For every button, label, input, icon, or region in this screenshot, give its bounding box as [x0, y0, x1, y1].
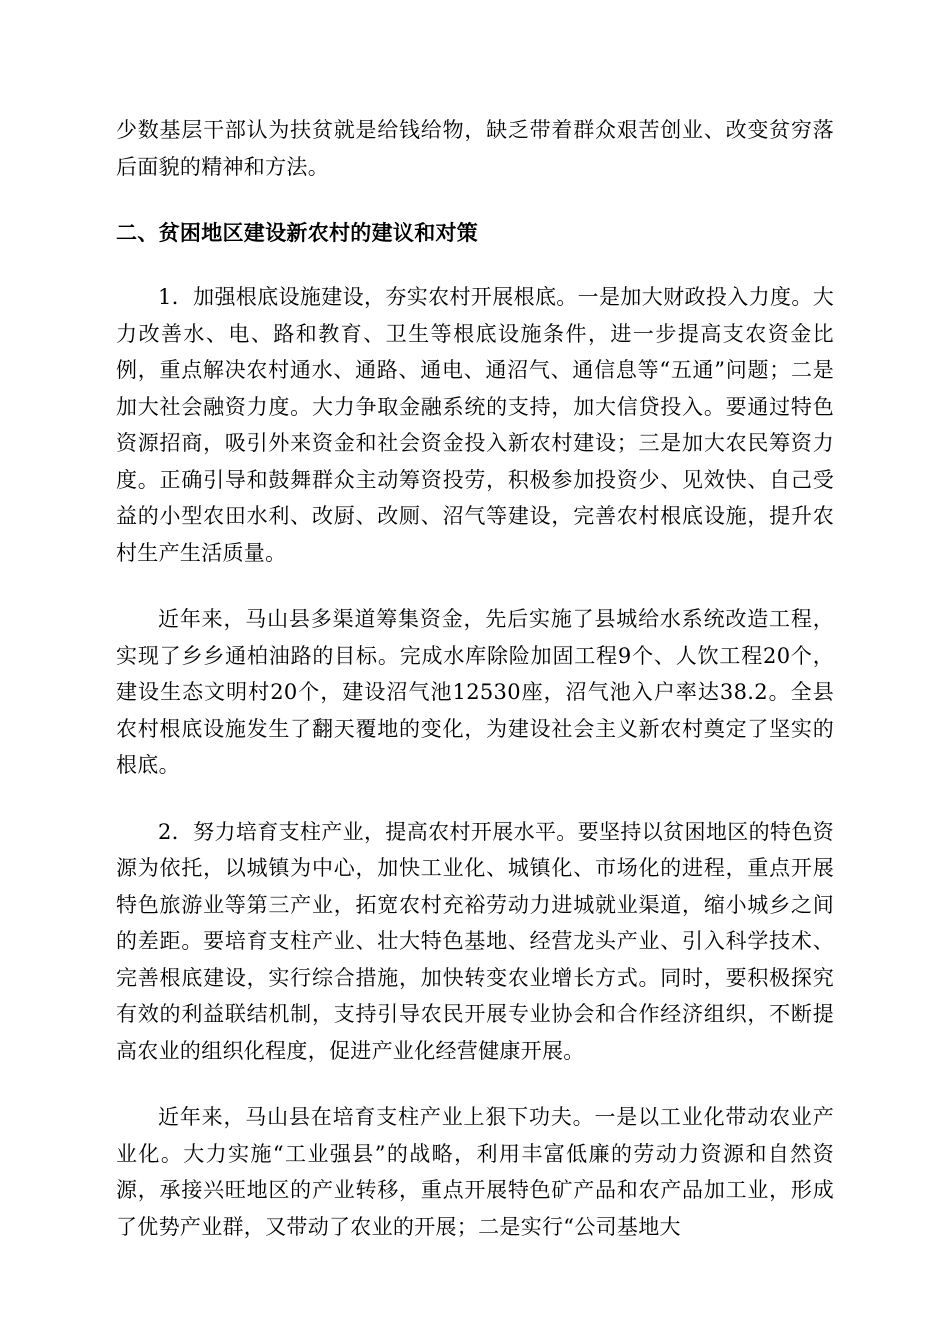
document-page	[116, 112, 834, 1245]
paragraph-intro-continuation: 少数基层干部认为扶贫就是给钱给物，缺乏带着群众艰苦创业、改变贫穷落后面貌的精神和方法。	[116, 118, 834, 179]
section-heading: 二、贫困地区建设新农村的建议和对策	[116, 221, 479, 245]
paragraph-pillar-industries: 2．努力培育支柱产业，提高农村开展水平。要坚持以贫困地区的特色资源为依托，以城镇为中心，加快工业化、城镇化、市场化的进程，重点开展特色旅游业等第三产业，拓宽农村充裕劳动力进城就业渠道，缩小城乡之间的差距。要培育支柱产业、壮大特色基地、经营龙头产业、引入科学技术、完善根底建设，实行综合措施，加快转变农业增长方式。同时，要积极探究有效的利益联结机制，支持引导农民开展专业协会和合作经济组织，不断提高农业的组织化程度，促进产业化经营健康开展。	[116, 819, 834, 1063]
paragraph-mashan-industries: 近年来，马山县在培育支柱产业上狠下功夫。一是以工业化带动农业产业化。大力实施“工业强县”的战略，利用丰富低廉的劳动力资源和自然资源，承接兴旺地区的产业转移，重点开展特色矿产品和农产品加工业，形成了优势产业群，又带动了农业的开展；二是实行“公司基地大	[116, 1105, 834, 1239]
paragraph-mashan-infrastructure: 近年来，马山县多渠道筹集资金，先后实施了县城给水系统改造工程，实现了乡乡通柏油路的目标。完成水库除险加固工程9个、人饮工程20个，建设生态文明村20个，建设沼气池12530座，沼气池入户率达38.2。全县农村根底设施发生了翻天覆地的变化，为建设社会主义新农村奠定了坚实的根底。	[116, 607, 834, 777]
paragraph-infrastructure: 1．加强根底设施建设，夯实农村开展根底。一是加大财政投入力度。大力改善水、电、路和教育、卫生等根底设施条件，进一步提高支农资金比例，重点解决农村通水、通路、通电、通沼气、通信息等“五通”问题；二是加大社会融资力度。大力争取金融系统的支持，加大信贷投入。要通过特色资源招商，吸引外来资金和社会资金投入新农村建设；三是加大农民筹资力度。正确引导和鼓舞群众主动筹资投劳，积极参加投资少、见效快、自己受益的小型农田水利、改厨、改厕、沼气等建设，完善农村根底设施，提升农村生产生活质量。	[116, 285, 834, 565]
